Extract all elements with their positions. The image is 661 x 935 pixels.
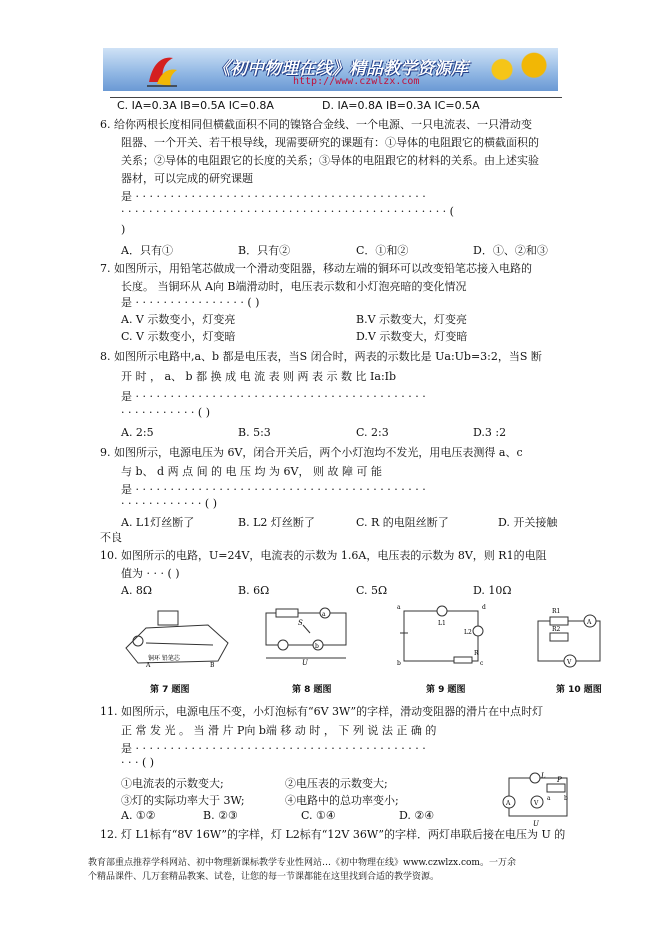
figure-10-r1: R1 <box>552 608 561 615</box>
figure-9-c: c <box>480 660 484 667</box>
figure-9-b: b <box>397 660 401 667</box>
figure-9-l2: L2 <box>464 629 472 636</box>
q8-option-b: B. 5:3 <box>238 426 271 439</box>
figure-10-diagram <box>530 603 610 668</box>
q7-option-d: D.V 示数变大，灯变暗 <box>356 330 468 343</box>
q7-line-2: 长度。 当铜环从 A向 B端滑动时，电压表示数和小灯泡亮暗的变化情况 <box>121 280 467 293</box>
figure-9-a: a <box>397 604 401 611</box>
q6-option-d: D．①、②和③ <box>473 244 548 257</box>
figure-11-ammeter: A <box>506 800 511 807</box>
q6-line-5: 是 · · · · · · · · · · · · · · · · · · · · · · · · · · · · · · · · · · · · · · · · · · <box>121 190 426 203</box>
q12-line-1: 12. 灯 L1标有“8V 16W”的字样，灯 L2标有“12V 36W”的字样．两灯串联后接在电压为 U 的 <box>100 828 566 841</box>
q6-line-1: 6. 给你两根长度相同但横截面积不同的镍铬合金线、一个电源、一只电流表、一只滑动变 <box>100 118 532 131</box>
q11-line-3: 是 · · · · · · · · · · · · · · · · · · · · · · · · · · · · · · · · · · · · · · · · · · <box>121 742 426 755</box>
q9-line-1: 9. 如图所示，电源电压为 6V，闭合开关后，两个小灯泡均不发光，用电压表测得 a、c <box>100 446 523 459</box>
figure-7-a: A <box>146 662 151 668</box>
figure-8-b: b <box>315 643 319 650</box>
q9-line-2: 与 b、 d 两 点 间 的 电 压 均 为 6V， 则 故 障 可 能 <box>121 465 382 478</box>
q11-statement-4: ④电路中的总功率变小; <box>285 794 399 807</box>
q10-option-a: A. 8Ω <box>121 584 153 597</box>
site-title: 《初中物理在线》精品教学资源库 <box>213 59 468 79</box>
figure-9-caption: 第 9 题图 <box>426 685 466 695</box>
figure-9-r: R <box>474 650 479 657</box>
q9-option-b: B. L2 灯丝断了 <box>238 516 315 529</box>
q6-line-6: · · · · · · · · · · · · · · · · · · · · · · · · · · · · · · · · · · · · · · · · · · · · · · · ( <box>121 205 454 218</box>
q11-statement-1: ①电流表的示数变大; <box>121 777 224 790</box>
q10-line-1: 10. 如图所示的电路，U=24V，电流表的示数为 1.6A，电压表的示数为 8V，则 R1的电阻 <box>100 549 547 562</box>
q7-option-b: B.V 示数变大，灯变亮 <box>356 313 468 326</box>
figure-9-diagram <box>392 603 492 668</box>
q11-option-b: B. ②③ <box>203 809 238 822</box>
q6-line-4: 器材，可以完成的研究课题 <box>121 172 253 185</box>
q6-option-c: C．①和② <box>356 244 409 257</box>
figure-7-caption: 第 7 题图 <box>150 685 190 695</box>
q8-option-c: C. 2:3 <box>356 426 389 439</box>
q8-option-d: D.3 :2 <box>473 426 507 439</box>
q11-option-d: D. ②④ <box>399 809 435 822</box>
q6-line-3: 关系；②导体的电阻跟它的长度的关系；③导体的电阻跟它的材料的关系。由上述实验 <box>121 154 539 167</box>
figure-7-b: B <box>210 662 215 668</box>
q11-option-c: C. ①④ <box>301 809 336 822</box>
figure-7-label: 铜环 铅笔芯 <box>148 655 180 662</box>
q10-option-d: D. 10Ω <box>473 584 512 597</box>
q9-option-d-tail: 不良 <box>100 531 122 544</box>
site-logo-icon <box>143 52 181 88</box>
q8-line-1: 8. 如图所示电路中,a、b 都是电压表，当S 闭合时，两表的示数比是 Ua:Ub=3:2，当S 断 <box>100 350 542 363</box>
q10-line-2: 值为 · · · ( ) <box>121 567 180 580</box>
q8-option-a: A. 2:5 <box>121 426 154 439</box>
footer-line-2: 个精品课件、几万套精品教案、试卷，让您的每一节课都能在这里找到合适的教学资源。 <box>88 872 440 882</box>
header-divider <box>110 97 562 98</box>
q9-option-a: A. L1灯丝断了 <box>121 516 195 529</box>
q5-option-d: D. IA=0.8A IB=0.3A IC=0.5A <box>322 99 480 112</box>
q8-line-2: 开 时 ， a、 b 都 换 成 电 流 表 则 两 表 示 数 比 Ia:Ib <box>121 370 397 383</box>
figure-8-diagram <box>258 603 358 668</box>
q11-line-4: · · · ( ) <box>121 756 155 769</box>
figure-11-b: b <box>564 795 568 802</box>
q9-option-c: C. R 的电阻丝断了 <box>356 516 449 529</box>
figure-11-a: a <box>547 795 551 802</box>
figure-11-l: L <box>541 772 546 780</box>
figure-9-d: d <box>482 604 486 611</box>
q9-line-3: 是 · · · · · · · · · · · · · · · · · · · · · · · · · · · · · · · · · · · · · · · · · · <box>121 483 426 496</box>
q7-line-1: 7. 如图所示，用铅笔芯做成一个滑动变阻器，移动左端的铜环可以改变铅笔芯接入电路的 <box>100 262 532 275</box>
figure-8-u: U <box>302 659 308 667</box>
q7-option-a: A. V 示数变小，灯变亮 <box>121 313 236 326</box>
figure-11-diagram <box>497 770 573 828</box>
figure-10-a: A <box>587 619 592 626</box>
q9-line-4: · · · · · · · · · · · · ( ) <box>121 497 217 510</box>
q9-option-d: D. 开关接触 <box>498 516 558 529</box>
q6-line-7: ) <box>121 223 126 236</box>
q11-statement-2: ②电压表的示数变大; <box>285 777 388 790</box>
figure-8-s: S <box>298 619 303 627</box>
q10-option-c: C. 5Ω <box>356 584 388 597</box>
header-banner <box>103 48 558 91</box>
figure-10-v: V <box>567 659 572 666</box>
q6-option-b: B．只有② <box>238 244 291 257</box>
q6-line-2: 阻器、一个开关、若干根导线，现需要研究的课题有：①导体的电阻跟它的横截面积的 <box>121 136 539 149</box>
figure-9-l1: L1 <box>438 620 446 627</box>
q8-line-4: · · · · · · · · · · · ( ) <box>121 406 211 419</box>
figure-11-voltmeter: V <box>534 800 539 807</box>
figure-10-caption: 第 10 题图 <box>556 685 602 695</box>
footer-line-1: 教育部重点推荐学科网站、初中物理新课标教学专业性网站…《初中物理在线》www.czwlzx.com。一万余 <box>88 858 516 868</box>
figure-7-diagram <box>118 603 238 668</box>
q6-option-a: A．只有① <box>121 244 173 257</box>
q11-statement-3: ③灯的实际功率大于 3W; <box>121 794 245 807</box>
figure-10-r2: R2 <box>552 626 561 633</box>
q11-line-2: 正 常 发 光 。 当 滑 片 P向 b端 移 动 时 ， 下 列 说 法 正 确 的 <box>121 724 437 737</box>
figure-11-p: P <box>557 776 562 784</box>
q7-line-3: 是 · · · · · · · · · · · · · · · · ( ) <box>121 296 260 309</box>
figure-8-a: a <box>322 611 326 618</box>
q11-option-a: A. ①② <box>121 809 156 822</box>
figure-8-caption: 第 8 题图 <box>292 685 332 695</box>
q7-option-c: C. V 示数变小，灯变暗 <box>121 330 236 343</box>
site-url[interactable]: http://www.czwlzx.com <box>293 76 420 87</box>
figure-11-u: U <box>533 820 539 828</box>
q8-line-3: 是 · · · · · · · · · · · · · · · · · · · · · · · · · · · · · · · · · · · · · · · · · · <box>121 390 426 403</box>
q11-line-1: 11. 如图所示，电源电压不变，小灯泡标有“6V 3W”的字样，滑动变阻器的滑片在中点时灯 <box>100 705 544 718</box>
sunflower-decoration-icon <box>478 48 558 91</box>
q10-option-b: B. 6Ω <box>238 584 270 597</box>
q5-option-c: C. IA=0.3A IB=0.5A IC=0.8A <box>117 99 274 112</box>
